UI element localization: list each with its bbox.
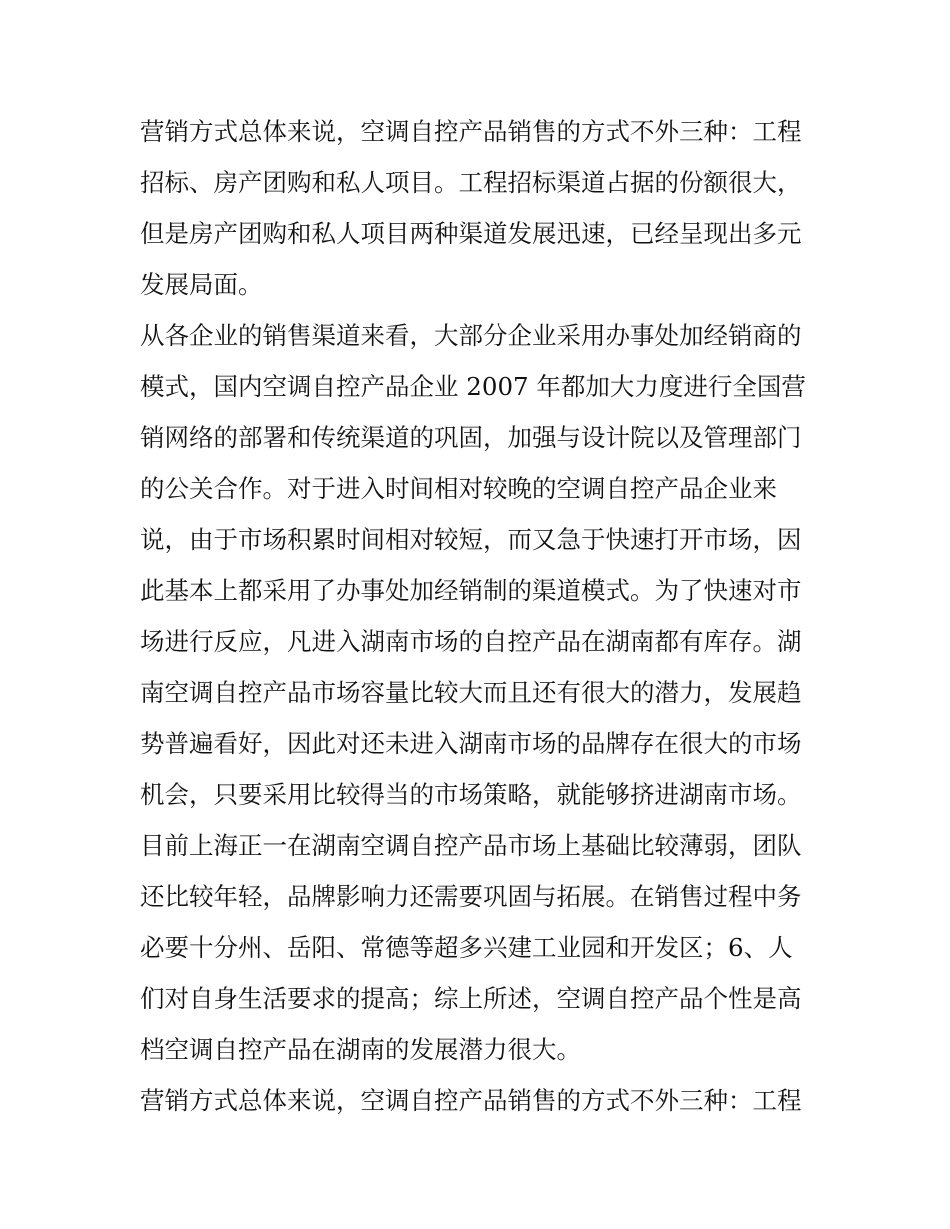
text-line: 但是房产团购和私人项目两种渠道发展迅速，已经呈现出多元: [140, 219, 802, 248]
text-line: 说，由于市场积累时间相对较短，而又急于快速打开市场，因: [140, 525, 802, 554]
text-line: 模式，国内空调自控产品企业 2007 年都加大力度进行全国营: [140, 372, 806, 401]
text-line: 们对自身生活要求的提高；综上所述，空调自控产品个性是高: [140, 984, 802, 1013]
text-line: 势普遍看好，因此对还未进入湖南市场的品牌存在很大的市场: [140, 729, 802, 758]
text-line: 的公关合作。对于进入时间相对较晚的空调自控产品企业来: [140, 474, 777, 503]
text-line: 场进行反应，凡进入湖南市场的自控产品在湖南都有库存。湖: [140, 627, 802, 656]
text-line: 营销方式总体来说，空调自控产品销售的方式不外三种：工程: [140, 1086, 802, 1115]
text-line: 此基本上都采用了办事处加经销制的渠道模式。为了快速对市: [140, 576, 802, 605]
text-line: 南空调自控产品市场容量比较大而且还有很大的潜力，发展趋: [140, 678, 802, 707]
text-line: 还比较年轻，品牌影响力还需要巩固与拓展。在销售过程中务: [140, 882, 802, 911]
text-line: 目前上海正一在湖南空调自控产品市场上基础比较薄弱，团队: [140, 831, 802, 860]
text-line: 销网络的部署和传统渠道的巩固，加强与设计院以及管理部门: [140, 423, 802, 452]
text-line: 招标、房产团购和私人项目。工程招标渠道占据的份额很大，: [140, 168, 802, 197]
text-line: 档空调自控产品在湖南的发展潜力很大。: [140, 1035, 581, 1064]
body-text: [140, 106, 820, 1126]
text-line: 从各企业的销售渠道来看，大部分企业采用办事处加经销商的: [140, 321, 802, 350]
text-line: 机会，只要采用比较得当的市场策略，就能够挤进湖南市场。: [140, 780, 802, 809]
text-line: 必要十分州、岳阳、常德等超多兴建工业园和开发区；6、人: [140, 933, 793, 962]
text-line: 营销方式总体来说，空调自控产品销售的方式不外三种：工程: [140, 117, 802, 146]
text-line: 发展局面。: [140, 270, 263, 299]
